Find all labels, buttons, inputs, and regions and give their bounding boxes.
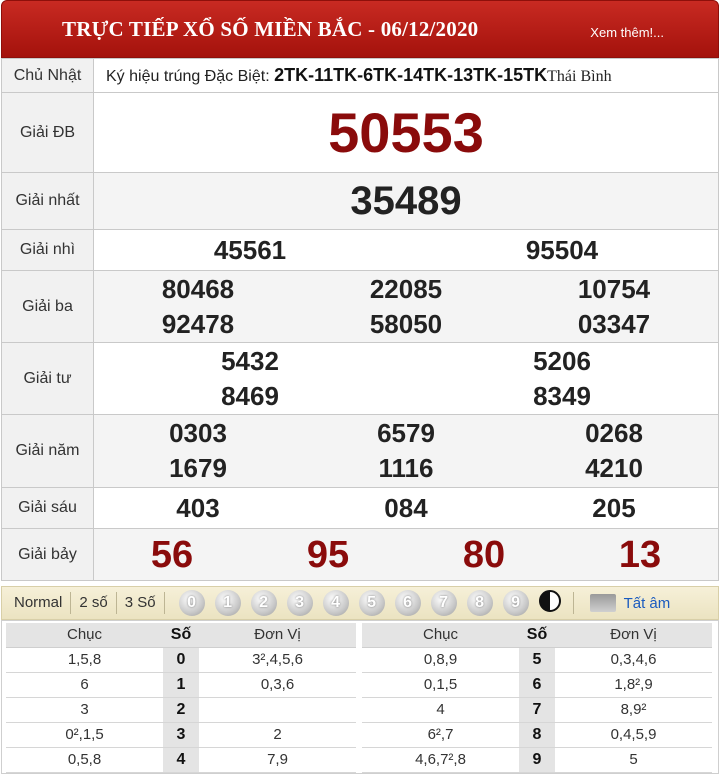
table-row [362,672,712,697]
digit-button[interactable]: 4 [323,590,349,616]
prize-db-label: Giải ĐB [2,93,94,173]
so-cell: 7 [519,697,555,722]
loto-table-left [6,623,356,773]
prize-6-label: Giải sáu [2,488,94,529]
digit-button[interactable]: 0 [179,590,205,616]
chuc-cell: 0²,1,5 [6,722,163,747]
so-cell: 0 [163,647,199,672]
weekday-label: Chủ Nhật [2,59,94,93]
donvi-cell: 0,4,5,9 [555,722,712,747]
digit-button[interactable]: 2 [251,590,277,616]
prize-7-label: Giải bảy [2,529,94,581]
so-cell: 9 [519,747,555,772]
prize-3-number: 92478 [161,308,235,339]
prize-4-number: 5206 [533,345,591,376]
digit-filters [179,590,561,616]
prize-1-label: Giải nhất [2,173,94,230]
donvi-cell: 0,3,6 [199,672,356,697]
table-row [6,722,356,747]
prize-5-number: 1679 [169,453,227,483]
table-row [6,747,356,772]
chuc-cell: 4,6,7²,8 [362,747,519,772]
speaker-icon[interactable] [590,594,616,612]
digit-button[interactable]: 9 [503,590,529,616]
prize-3-number: 80468 [161,273,235,304]
prize-6-number: 084 [384,492,428,523]
donvi-cell: 1,8²,9 [555,672,712,697]
prize-5-number: 1116 [378,453,434,483]
so-cell: 5 [519,647,555,672]
digit-button[interactable]: 1 [215,590,241,616]
so-cell: 8 [519,722,555,747]
chuc-cell: 0,8,9 [362,647,519,672]
table-row [6,697,356,722]
so-cell: 1 [163,672,199,697]
special-code-label: Ký hiệu trúng Đặc Biệt: [106,68,275,85]
col-chuc: Chục [6,623,163,647]
prize-7-number: 56 [150,533,194,576]
digit-button[interactable]: 3 [287,590,313,616]
loto-tables [1,620,719,774]
prize-6-number: 403 [176,492,220,523]
donvi-cell: 5 [555,747,712,772]
col-donvi: Đơn Vị [555,623,712,647]
filter-2-digits[interactable]: 2 số [71,592,116,614]
donvi-cell: 0,3,4,6 [555,647,712,672]
prize-7-number: 80 [462,533,506,576]
table-row [362,697,712,722]
prize-2-label: Giải nhì [2,230,94,271]
special-code: 2TK-11TK-6TK-14TK-13TK-15TK [274,65,548,85]
prize-6-number: 205 [592,492,636,523]
prize-4-number: 8469 [221,380,279,411]
digit-button[interactable]: 5 [359,590,385,616]
loto-table-right [362,623,712,773]
digit-button[interactable]: 8 [467,590,493,616]
divider [573,592,574,614]
chuc-cell: 1,5,8 [6,647,163,672]
prize-5-number: 4210 [585,453,643,483]
chuc-cell: 0,1,5 [362,672,519,697]
prize-5-number: 6579 [377,418,435,448]
donvi-cell: 2 [199,722,356,747]
yin-yang-icon[interactable] [539,590,561,612]
filter-bar [1,586,719,620]
so-cell: 2 [163,697,199,722]
prize-3-number: 58050 [369,308,443,339]
prize-db-number: 50553 [328,100,484,164]
prize-1-number: 35489 [350,179,462,223]
chuc-cell: 6²,7 [362,722,519,747]
prize-7-number: 13 [618,533,662,576]
prize-3-number: 10754 [577,273,651,304]
prize-4-number: 8349 [533,380,591,411]
prize-3-number: 22085 [369,273,443,304]
prize-5-number: 0268 [585,418,643,448]
prize-2-number: 45561 [213,234,287,265]
results-table [1,58,719,581]
donvi-cell: 8,9² [555,697,712,722]
prize-3-number: 03347 [577,308,651,339]
so-cell: 4 [163,747,199,772]
col-donvi: Đơn Vị [199,623,356,647]
col-so: Số [163,623,199,647]
prize-5-number: 0303 [169,418,227,448]
mute-all-link[interactable]: Tất âm [623,594,671,612]
filter-3-digits[interactable]: 3 Số [117,592,165,614]
page-title: TRỰC TIẾP XỔ SỐ MIỀN BẮC - 06/12/2020 [62,17,479,41]
chuc-cell: 3 [6,697,163,722]
results-header [1,0,719,58]
prize-2-number: 95504 [525,234,599,265]
digit-button[interactable]: 7 [431,590,457,616]
col-chuc: Chục [362,623,519,647]
table-row [6,647,356,672]
table-row [6,672,356,697]
col-so: Số [519,623,555,647]
prize-7-number: 95 [306,533,350,576]
see-more-link[interactable]: Xem thêm!... [590,25,664,40]
chuc-cell: 6 [6,672,163,697]
prize-3-label: Giải ba [2,271,94,343]
prize-4-label: Giải tư [2,343,94,415]
table-row [362,647,712,672]
so-cell: 6 [519,672,555,697]
digit-button[interactable]: 6 [395,590,421,616]
prize-5-label: Giải năm [2,415,94,488]
donvi-cell: 3²,4,5,6 [199,647,356,672]
donvi-cell [199,697,356,722]
table-row [362,722,712,747]
donvi-cell: 7,9 [199,747,356,772]
special-code-row [94,59,719,93]
so-cell: 3 [163,722,199,747]
province: Thái Bình [547,68,612,85]
chuc-cell: 0,5,8 [6,747,163,772]
table-row [362,747,712,772]
prize-4-number: 5432 [221,345,279,376]
chuc-cell: 4 [362,697,519,722]
filter-normal[interactable]: Normal [2,592,71,614]
